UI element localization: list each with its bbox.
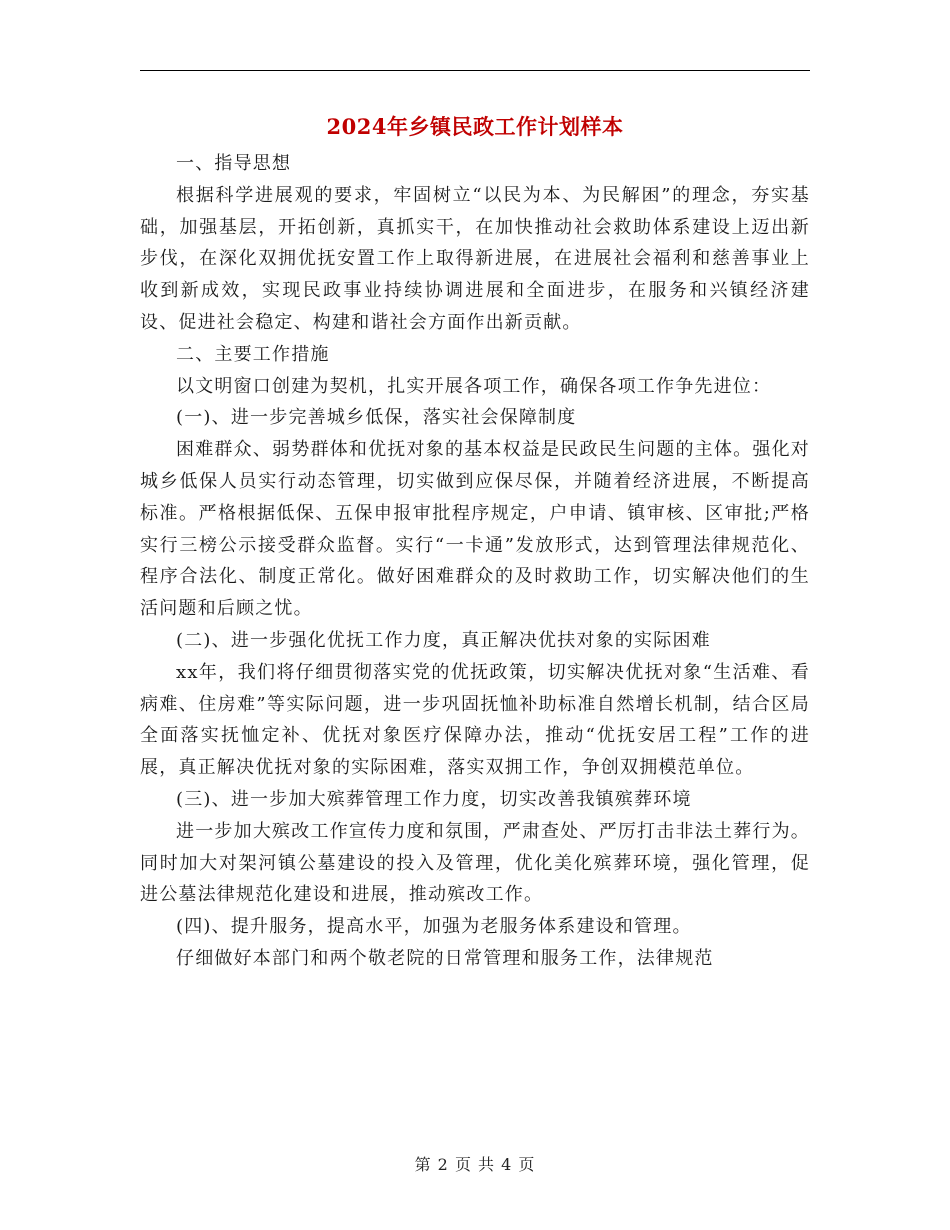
subsection-heading-1: (一)、进一步完善城乡低保，落实社会保障制度 (176, 407, 577, 429)
document-body (140, 148, 810, 975)
document-title: 2024年乡镇民政工作计划样本 (326, 114, 624, 139)
section-heading-guiding-ideology: 一、指导思想 (176, 153, 292, 174)
subsection-heading-4: (四)、提升服务，提高水平，加强为老服务体系建设和管理。 (176, 916, 692, 938)
paragraph: 仔细做好本部门和两个敬老院的日常管理和服务工作，法律规范 (176, 947, 714, 969)
paragraph: 进一步加大殡改工作宣传力度和氛围，严肃查处、严厉打击非法土葬行为。同时加大对架河镇公墓建设的投入及管理，优化美化殡葬环境，强化管理，促进公墓法律规范化建设和进展，推动殡改工作。 (140, 820, 810, 906)
subsection-heading-3: (三)、进一步加大殡葬管理工作力度，切实改善我镇殡葬环境 (176, 788, 692, 810)
section-heading-main-measures: 二、主要工作措施 (176, 343, 330, 365)
page-number-footer: 第 2 页 共 4 页 (414, 1155, 536, 1174)
paragraph: 困难群众、弱势群体和优抚对象的基本权益是民政民生问题的主体。强化对城乡低保人员实行动态管理，切实做到应保尽保，并随着经济进展，不断提高标准。严格根据低保、五保申报审批程序规定，户申请、镇审核、区审批;严格实行三榜公示接受群众监督。实行“一卡通”发放形式，达到管理法律规范化、程序合法化、制度正常化。做好困难群众的及时救助工作，切实解决他们的生活问题和后顾之忧。 (140, 439, 810, 620)
header-rule (140, 70, 810, 71)
subsection-heading-2: (二)、进一步强化优抚工作力度，真正解决优扶对象的实际困难 (176, 629, 711, 651)
paragraph: xx年，我们将仔细贯彻落实党的优抚政策，切实解决优抚对象“生活难、看病难、住房难”等实际问题，进一步巩固抚恤补助标准自然增长机制，结合区局全面落实抚恤定补、优抚对象医疗保障办法，推动“优抚安居工程”工作的进展，真正解决优抚对象的实际困难，落实双拥工作，争创双拥模范单位。 (140, 661, 810, 779)
paragraph: 根据科学进展观的要求，牢固树立“以民为本、为民解困”的理念，夯实基础，加强基层，开拓创新，真抓实干，在加快推动社会救助体系建设上迈出新步伐，在深化双拥优抚安置工作上取得新进展，在进展社会福利和慈善事业上收到新成效，实现民政事业持续协调进展和全面进步，在服务和兴镇经济建设、促进社会稳定、构建和谐社会方面作出新贡献。 (140, 184, 810, 333)
paragraph: 以文明窗口创建为契机，扎实开展各项工作，确保各项工作争先进位： (176, 375, 772, 397)
